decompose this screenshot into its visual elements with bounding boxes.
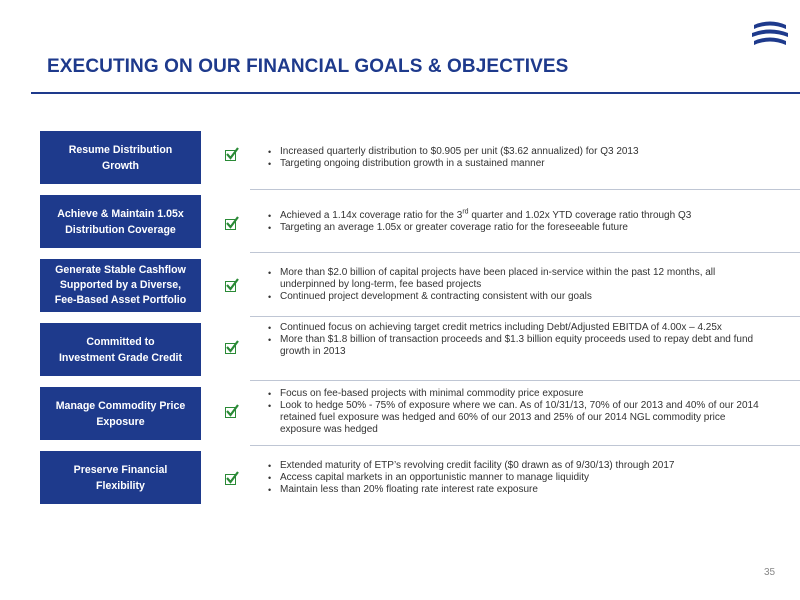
goal-bullets bbox=[268, 267, 768, 303]
superscript: rd bbox=[462, 208, 469, 216]
goal-box-stable-cashflow bbox=[40, 259, 201, 312]
bullet-item: • Continued focus on achieving target credit metrics including Debt/Adjusted EBITDA of 4.00x – 4.25x bbox=[268, 322, 768, 334]
goal-bullets bbox=[268, 460, 768, 496]
row-divider bbox=[250, 445, 800, 446]
goal-label-line: Exposure bbox=[96, 415, 145, 428]
bullet-item: • Targeting ongoing distribution growth in a sustained manner bbox=[268, 158, 768, 170]
bullet-item: • Extended maturity of ETP’s revolving credit facility ($0 drawn as of 9/30/13) through 2017 bbox=[268, 460, 768, 472]
goal-box-resume-distribution bbox=[40, 131, 201, 184]
goal-label-line: Preserve Financial bbox=[73, 463, 168, 476]
bullet-item: • Maintain less than 20% floating rate interest rate exposure bbox=[268, 484, 768, 496]
bullet-text: quarter and 1.02x YTD coverage ratio through Q3 bbox=[468, 210, 692, 221]
company-logo bbox=[748, 12, 792, 56]
page-title: EXECUTING ON OUR FINANCIAL GOALS & OBJECTIVES bbox=[47, 56, 569, 77]
checkbox-checked-icon bbox=[225, 281, 236, 292]
goal-bullets bbox=[268, 322, 768, 358]
title-divider bbox=[31, 92, 800, 94]
row-divider bbox=[250, 380, 800, 381]
goal-box-distribution-coverage bbox=[40, 195, 201, 248]
bullet-text: Achieved a 1.14x coverage ratio for the 3 bbox=[280, 210, 463, 221]
goal-label-line: Supported by a Diverse, bbox=[59, 279, 182, 291]
checkbox-checked-icon bbox=[225, 219, 236, 230]
goal-label-line: Flexibility bbox=[96, 479, 145, 492]
goal-bullets bbox=[268, 388, 768, 436]
bullet-item: • More than $2.0 billion of capital projects have been placed in-service within the past 12 months, all underpinned by long-term, fee based projects bbox=[268, 267, 768, 291]
bullet-item: • Continued project development & contracting consistent with our goals bbox=[268, 291, 768, 303]
checkbox-checked-icon bbox=[225, 407, 236, 418]
bullet-item: • Increased quarterly distribution to $0.905 per unit ($3.62 annualized) for Q3 2013 bbox=[268, 146, 768, 158]
bullet-item: • More than $1.8 billion of transaction proceeds and $1.3 billion equity proceeds used to repay debt and fund growth in 2013 bbox=[268, 334, 768, 358]
bullet-item bbox=[268, 210, 768, 222]
page-number: 35 bbox=[764, 567, 776, 578]
checkbox-checked-icon bbox=[225, 150, 236, 161]
bullet-item: • Targeting an average 1.05x or greater coverage ratio for the foreseeable future bbox=[268, 222, 768, 234]
goal-label-line: Distribution Coverage bbox=[65, 223, 176, 236]
goal-label-line: Committed to bbox=[86, 335, 155, 348]
goal-box-financial-flexibility bbox=[40, 451, 201, 504]
goal-box-investment-grade bbox=[40, 323, 201, 376]
bullet-item: • Look to hedge 50% - 75% of exposure where we can. As of 10/31/13, 70% of our 2013 and 40% of our 2014 retained fuel exposure was hedged and 60% of our 2013 and 25% of our 2014 NGL commodity price exposure was hedged bbox=[268, 400, 768, 436]
goal-label-line: Investment Grade Credit bbox=[58, 351, 183, 364]
bullet-item: • Access capital markets in an opportunistic manner to manage liquidity bbox=[268, 472, 768, 484]
row-divider bbox=[250, 189, 800, 190]
checkbox-checked-icon bbox=[225, 474, 236, 485]
goal-label-line: Growth bbox=[101, 159, 140, 172]
goal-label-line: Resume Distribution bbox=[68, 143, 173, 156]
goal-bullets bbox=[268, 210, 768, 234]
goal-bullets bbox=[268, 146, 768, 170]
goal-label-line: Generate Stable Cashflow bbox=[55, 264, 186, 276]
goal-label-line: Fee-Based Asset Portfolio bbox=[54, 294, 187, 306]
row-divider bbox=[250, 252, 800, 253]
row-divider bbox=[250, 316, 800, 317]
checkbox-checked-icon bbox=[225, 343, 236, 354]
goal-label-line: Achieve & Maintain 1.05x bbox=[57, 207, 184, 220]
goal-box-commodity-price bbox=[40, 387, 201, 440]
goal-label-line: Manage Commodity Price bbox=[55, 399, 186, 412]
bullet-item: • Focus on fee-based projects with minimal commodity price exposure bbox=[268, 388, 768, 400]
